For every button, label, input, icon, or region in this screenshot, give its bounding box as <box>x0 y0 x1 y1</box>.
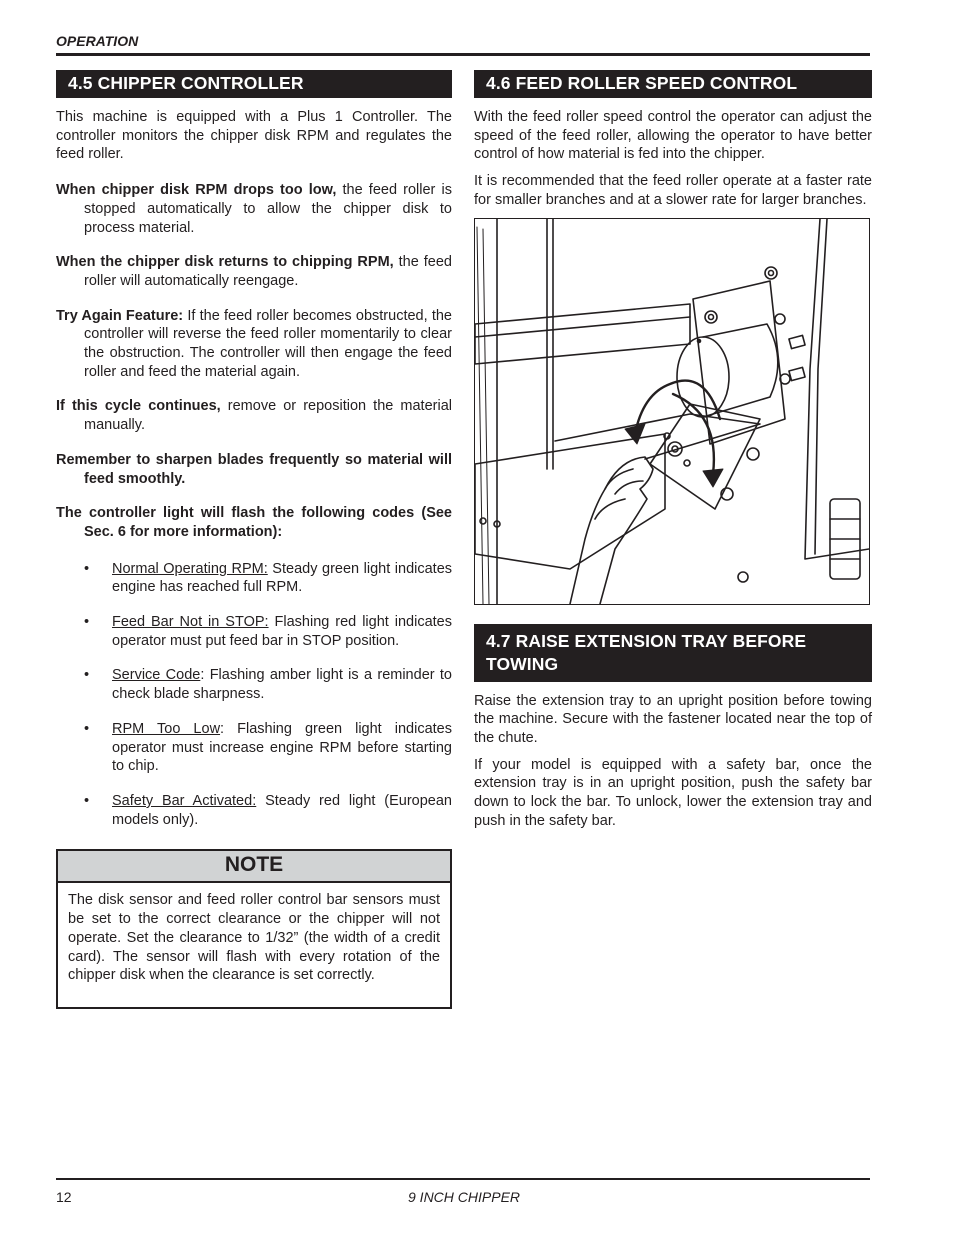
note-title: NOTE <box>58 851 450 883</box>
footer-title: 9 INCH CHIPPER <box>408 1189 521 1205</box>
feed-roller-paragraph-1: With the feed roller speed control the operator can adjust the speed of the feed roller, allowing the operator to have better control of how material is fed into the chipper. <box>474 109 872 163</box>
list-item <box>56 792 452 829</box>
note-text: The disk sensor and feed roller control bar sensors must be set to the correct clearance or the chipper will not operate. Set the clearance to 1/32” (the width of a credit card). The sensor will flash with every rotation of the chipper disk when the clearance is set correctly. <box>68 892 440 984</box>
feed-roller-paragraph-2: It is recommended that the feed roller operate at a faster rate for smaller branches and at a slower rate for larger branches. <box>474 173 872 208</box>
page-number: 12 <box>56 1189 72 1205</box>
left-column <box>56 70 452 1009</box>
bullet-icon: • <box>84 792 90 809</box>
note-box <box>56 849 452 1009</box>
rule-item <box>56 253 452 290</box>
extension-tray-paragraph-2: If your model is equipped with a safety bar, once the extension tray is in an upright position, push the safety bar down to lock the bar. To unlock, lower the extension tray and push in the safety bar. <box>474 756 872 829</box>
rule-lead: The controller light will flash the following codes (See Sec. 6 for more information): <box>56 505 452 540</box>
rule-item <box>56 504 452 541</box>
intro-paragraph: This machine is equipped with a Plus 1 Controller. The controller monitors the chipper disk RPM and regulates the feed roller. <box>56 109 452 163</box>
footer-rule <box>56 1178 870 1180</box>
rule-lead: When the chipper disk returns to chipping RPM, <box>56 254 394 271</box>
rule-text: remove or reposition the material manually. <box>84 398 452 434</box>
rule-item <box>56 307 452 382</box>
extension-tray-paragraph-1: Raise the extension tray to an upright position before towing the machine. Secure with the fastener located near the top of the chute. <box>474 692 872 746</box>
code-text: : Flashing green light indicates operator must increase engine RPM before starting to chip. <box>112 720 452 775</box>
running-header: OPERATION <box>56 33 139 49</box>
rule-lead: If this cycle continues, <box>56 398 221 415</box>
section-heading-feed-roller-speed: 4.6 FEED ROLLER SPEED CONTROL <box>474 70 872 98</box>
list-item <box>56 613 452 650</box>
bullet-icon: • <box>84 614 90 631</box>
list-item <box>56 560 452 597</box>
code-text: Steady red light (European models only). <box>112 792 453 828</box>
rule-item <box>56 181 452 237</box>
code-text: Steady green light indicates engine has reached full RPM. <box>112 560 453 596</box>
bullet-icon: • <box>84 560 90 577</box>
rule-text: the feed roller will automatically reengage. <box>84 254 453 289</box>
rule-item <box>56 451 452 488</box>
code-label: Normal Operating RPM: <box>112 560 268 577</box>
speed-control-illustration <box>474 218 870 605</box>
rule-text: the feed roller is stopped automatically to allow the chipper disk to process material. <box>84 182 452 236</box>
light-code-list <box>56 560 452 830</box>
header-rule <box>56 53 870 56</box>
code-text: : Flashing amber light is a reminder to check blade sharpness. <box>112 667 452 703</box>
rule-lead: When chipper disk RPM drops too low, <box>56 182 337 199</box>
list-item <box>56 720 452 776</box>
code-label: Service Code <box>112 667 201 684</box>
code-label: Feed Bar Not in STOP: <box>112 614 269 631</box>
rule-item <box>56 397 452 434</box>
section-heading-chipper-controller: 4.5 CHIPPER CONTROLLER <box>56 70 452 98</box>
code-label: RPM Too Low <box>112 720 221 737</box>
rule-text: If the feed roller becomes obstructed, the controller will reverse the feed roller momentarily to clear the obstruction. The controller will then engage the feed roller and feed the material again. <box>84 307 452 380</box>
section-heading-extension-tray: 4.7 RAISE EXTENSION TRAY BEFORE TOWING <box>474 624 872 682</box>
bullet-icon: • <box>84 667 90 684</box>
bullet-icon: • <box>84 720 90 737</box>
right-column <box>474 70 872 838</box>
rule-lead: Remember to sharpen blades frequently so material will feed smoothly. <box>56 451 452 487</box>
code-label: Safety Bar Activated: <box>112 792 257 809</box>
note-body <box>58 883 450 985</box>
list-item <box>56 666 452 703</box>
code-text: Flashing red light indicates operator must put feed bar in STOP position. <box>112 614 452 649</box>
rule-lead: Try Again Feature: <box>56 307 184 324</box>
